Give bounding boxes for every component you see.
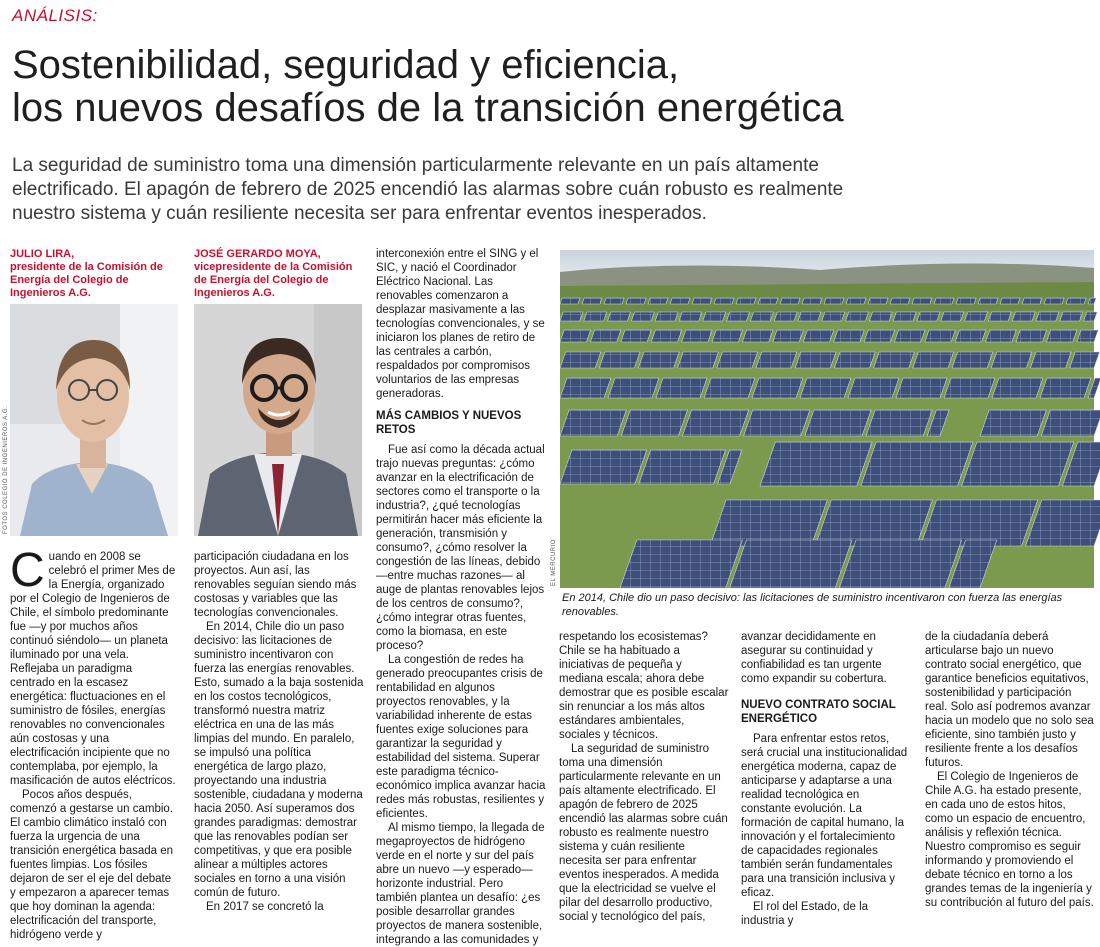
author-photo-2 [194,304,362,536]
paragraph: En 2014, Chile dio un paso decisivo: las licitaciones de suministro incentivaron con fuerza las energías renovables. Esto, sumado a la baja sostenida en los costos tecnológicos, transformó nuestra matriz eléctrica en una de las más limpias del mundo. En paralelo, se impulsó una política energética de largo plazo, proyectando una industria sostenible, ciudadana y moderna hacia 2050. Así superamos dos grandes paradigmas: demostrar que las renovables podían ser competitivas, y que era posible alinear a múltiples actores sociales en torno a una visión común de futuro. [194,621,364,899]
lead-line-2: electrificado. El apagón de febrero de 2025 encendió las alarmas sobre cuán robusto es realmente [12,179,844,200]
solar-farm-photo [560,250,1094,588]
paragraph: El Colegio de Ingenieros de Chile A.G. ha estado presente, en cada uno de estos hitos, como un espacio de encuentro, análisis y reflexión técnica. Nuestro compromiso es seguir informando y promoviendo el debate técnico en torno a los grandes temas de la ingeniería y su contribución al futuro del país. [925,771,1094,909]
paragraph: Pocos años después, comenzó a gestarse un cambio. El cambio climático instaló con fuerza la urgencia de una transición energética basada en fuentes limpias. Los fósiles dejaron de ser el eje del debate y empezaron a aparecer temas que hoy dominan la agenda: electrificación del transporte, hidrógeno verde y [10,789,174,941]
lead-line-1: La seguridad de suministro toma una dimensión particularmente relevante en un país altamente [12,155,819,176]
section-heading: MÁS CAMBIOS Y NUEVOS RETOS [376,410,522,436]
article-title [12,44,1092,130]
lead-line-3: nuestro sistema y cuán resiliente necesita ser para enfrentar eventos inesperados. [12,203,707,224]
article-lead [12,154,1072,226]
author-name: JULIO LIRA, [10,248,75,260]
title-line-1: Sostenibilidad, seguridad y eficiencia, [12,43,680,87]
paragraph: avanzar decididamente en asegurar su continuidad y confiabilidad es tan urgente como expandir su cobertura. [741,631,887,685]
paragraph: de la ciudadanía deberá articularse bajo un nuevo contrato social energético, que garantice beneficios equitativos, sostenibilidad y participación real. Solo así podremos avanzar hacia un modelo que no solo sea eficiente, sino también justo y resiliente frente a los desafíos futuros. [925,631,1094,769]
author-byline-2 [194,248,364,300]
title-line-2: los nuevos desafíos de la transición energética [12,86,844,130]
author-role: vicepresidente de la Comisión de Energía del Colegio de Ingenieros A.G. [194,261,353,299]
author-byline-1 [10,248,175,300]
author-role: presidente de la Comisión de Energía del Colegio de Ingenieros A.G. [10,261,163,299]
paragraph: La congestión de redes ha generado preocupantes crisis de rentabilidad en algunos proyectos renovables, y la variabilidad inherente de estas fuentes exige soluciones para garantizar la seguridad y estabilidad del sistema. Superar este paradigma técnico-económico implica avanzar hacia redes más robustas, resilientes y eficientes. [376,654,546,820]
paragraph: participación ciudadana en los proyectos. Aun así, las renovables seguían siendo más costosas y variables que las tecnologías convencionales. [194,551,357,619]
paragraph: Para enfrentar estos retos, será crucial una institucionalidad energética moderna, capaz de anticiparse y adaptarse a una realidad tecnológica en constante evolución. La formación de capital humano, la innovación y el fortalecimiento de capacidades regionales también serán fundamentales para una transición inclusiva y eficaz. [741,733,908,899]
body-column-1 [10,544,178,941]
drop-cap: C [10,544,45,597]
body-column-2 [194,550,364,913]
paragraph: respetando los ecosistemas? Chile se ha habituado a iniciativas de pequeña y mediana escala; ahora debe demostrar que es posible escalar sin renunciar a los más altos estándares ambientales, sociales y técnicos. [559,631,729,741]
section-heading: NUEVO CONTRATO SOCIAL ENERGÉTICO [741,699,896,725]
photo-credit: FOTOS COLEGIO DE INGENIEROS A.G. [3,405,9,534]
author-photo-1 [10,304,178,536]
body-column-5 [741,630,911,927]
body-column-4 [559,630,729,923]
body-column-6 [925,630,1095,909]
paragraph: interconexión entre el SING y el SIC, y nació el Coordinador Eléctrico Nacional. Las renovables comenzaron a desplazar masivamente a las tecnologías convencionales, y se iniciaron los planes de retiro de las centrales a carbón, respaldados por compromisos voluntarios de las empresas generadoras. [376,248,545,400]
paragraph: Cuando en 2008 se celebró el primer Mes de la Energía, organizado por el Colegio de Ingenieros de Chile, el símbolo predominante fue —y por muchos años continuó siéndolo— un planeta iluminado por una vela. Reflejaba un paradigma centrado en la escasez energética: fluctuaciones en el suministro de fósiles, energías renovables no convencionales aún costosas y una electrificación incipiente que no contemplaba, por ejemplo, la masificación de autos eléctricos. [10,544,176,787]
author-name: JOSÉ GERARDO MOYA, [194,248,321,260]
paragraph: Al mismo tiempo, la llegada de megaproyectos de hidrógeno verde en el norte y sur del país abre un nuevo —y esperado— horizonte industrial. Pero también plantea un desafío: ¿es posible desarrollar grandes proyectos de manera sostenible, integrando a las comunidades y [376,822,545,946]
section-kicker: ANÁLISIS: [12,6,98,25]
solar-photo-credit: EL MERCURIO [551,539,557,586]
paragraph: El rol del Estado, de la industria y [741,901,869,927]
paragraph: En 2017 se concretó la [206,901,324,913]
body-column-3 [376,247,546,946]
photo-caption: En 2014, Chile dio un paso decisivo: las licitaciones de suministro incentivaron con fuerza las energías renovables. [562,592,1063,618]
paragraph: Fue así como la década actual trajo nuevas preguntas: ¿cómo avanzar en la electrificación de sectores como el transporte o la industria?, ¿qué tecnologías permitirán hacer más eficiente la generación, transmisión y consumo?, ¿cómo resolver la congestión de las líneas, debido —entre muchas razones— al auge de plantas renovables lejos de los centros de consumo?, ¿cómo integrar otras fuentes, como la biomasa, en este proceso? [376,444,545,652]
paragraph: La seguridad de suministro toma una dimensión particularmente relevante en un país altamente electrificado. El apagón de febrero de 2025 encendió las alarmas sobre cuán robusto es realmente nuestro sistema y cuán resiliente necesita ser para enfrentar eventos inesperados. A medida que la electricidad se vuelve el pilar del desarrollo productivo, social y tecnológico del país, [559,743,728,923]
